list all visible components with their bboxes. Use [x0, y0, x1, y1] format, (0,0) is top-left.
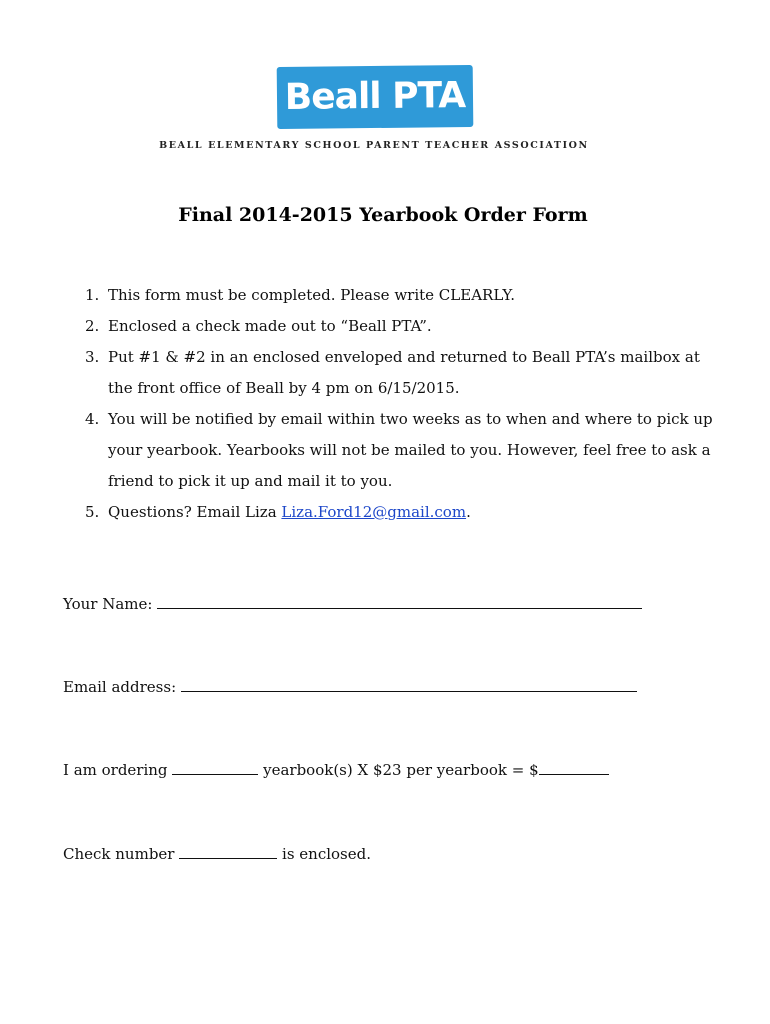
quantity-blank[interactable]: [172, 761, 258, 775]
email-blank[interactable]: [181, 678, 637, 692]
order-field-row: [63, 761, 609, 779]
instruction-item: [85, 342, 725, 404]
instruction-text: You will be notified by email within two weeks as to when and where to pick up your yearbook. Yearbooks will not be mailed to you. However, feel free to ask a friend to pick it up and mail it to you.: [108, 410, 713, 490]
organization-name: BEALL ELEMENTARY SCHOOL PARENT TEACHER ASSOCIATION: [159, 140, 589, 151]
instruction-text: Questions? Email Liza: [108, 503, 282, 521]
logo-text: Beall PTA: [284, 75, 466, 118]
email-field-row: [63, 678, 637, 696]
email-link[interactable]: Liza.Ford12@gmail.com: [281, 503, 467, 521]
instruction-item: [85, 497, 725, 528]
email-label: Email address:: [63, 678, 177, 696]
instruction-number: 5.: [85, 503, 100, 521]
instruction-text: Enclosed a check made out to “Beall PTA”.: [108, 317, 432, 335]
instruction-number: 3.: [85, 348, 100, 366]
check-suffix: is enclosed.: [282, 845, 372, 863]
instruction-number: 4.: [85, 410, 100, 428]
instruction-number: 1.: [85, 286, 100, 304]
check-field-row: [63, 845, 371, 863]
order-middle: yearbook(s) X $23 per yearbook = $: [263, 761, 539, 779]
instruction-item: [85, 404, 725, 497]
name-label: Your Name:: [63, 595, 153, 613]
name-field-row: [63, 595, 642, 613]
beall-pta-logo: [277, 65, 474, 129]
order-prefix: I am ordering: [63, 761, 168, 779]
instruction-text-end: .: [466, 503, 471, 521]
instructions-list: [85, 280, 725, 528]
check-prefix: Check number: [63, 845, 175, 863]
instruction-item: [85, 280, 725, 311]
total-blank[interactable]: [539, 761, 609, 775]
name-blank[interactable]: [157, 595, 642, 609]
instruction-text: This form must be completed. Please write CLEARLY.: [108, 286, 516, 304]
form-title: Final 2014-2015 Yearbook Order Form: [178, 204, 588, 226]
check-number-blank[interactable]: [179, 845, 277, 859]
instruction-text: Put #1 & #2 in an enclosed enveloped and returned to Beall PTA’s mailbox at the front office of Beall by 4 pm on 6/15/2015.: [108, 348, 700, 397]
instruction-item: [85, 311, 725, 342]
instruction-number: 2.: [85, 317, 100, 335]
